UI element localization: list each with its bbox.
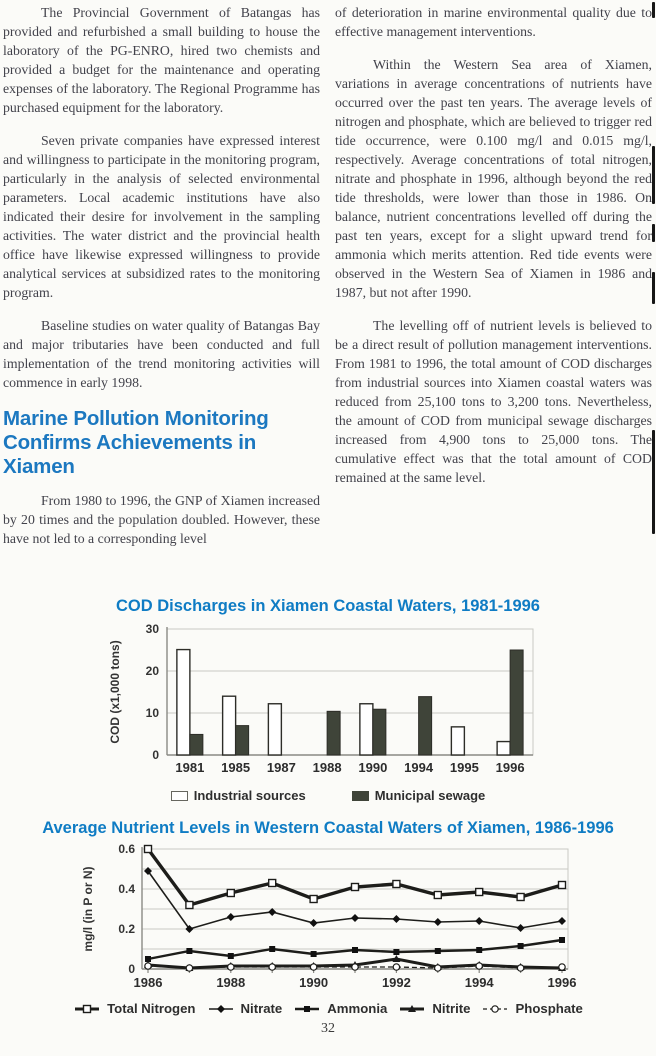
outline-swatch-icon xyxy=(171,791,188,801)
legend-label: Nitrate xyxy=(240,1001,283,1016)
svg-text:1994: 1994 xyxy=(404,760,434,775)
section-heading: Marine Pollution Monitoring Confirms Achievements in Xiamen xyxy=(3,407,269,479)
legend-item-filled xyxy=(352,788,486,803)
paragraph: Within the Western Sea area of Xiamen, variations in average concentrations of nutrients have occurred over the past ten years. The average levels of nitrogen and phosphate, which are believed to trigger red tide occurrence, were 0.100 mg/l and 0.015 mg/l, respectively. Average concentrations of total nitrogen, nitrate and phosphate in 1996, although beyond the red tide thresholds, were lower than those in 1986. On balance, nutrient concentrations levelled off during the past ten years, except for a slight upward trend for ammonia which merits attention. Red tide events were observed in the Western Sea of Xiamen in 1986 and 1987, but not after 1990. xyxy=(335,57,652,300)
open-square-icon xyxy=(73,1003,101,1015)
svg-text:1990: 1990 xyxy=(358,760,388,775)
text-columns xyxy=(3,3,652,562)
filled-diamond-icon xyxy=(207,1003,235,1015)
svg-text:0: 0 xyxy=(127,962,135,976)
right-column xyxy=(335,3,652,562)
nutrient-line-chart xyxy=(76,841,581,1001)
left-column xyxy=(3,3,320,562)
svg-text:0.2: 0.2 xyxy=(117,922,135,936)
paragraph: The Provincial Government of Batangas has provided and refurbished a small building to house the laboratory of the PG-ENRO, hired two chemists and provided a budget for the maintenance and operating expenses of the laboratory. The Regional Programme has purchased equipment for the laboratory. xyxy=(3,5,320,115)
legend-item-nitrite xyxy=(398,1001,470,1016)
legend-label: Phosphate xyxy=(515,1001,583,1016)
scan-artifact xyxy=(652,146,655,204)
bar-chart-title: COD Discharges in Xiamen Coastal Waters, 1981-1996 xyxy=(116,597,540,615)
bar-industrial-1981 xyxy=(177,650,190,755)
cod-bar-chart-block xyxy=(0,597,656,803)
scan-artifact xyxy=(652,224,655,242)
cod-bar-chart xyxy=(105,619,551,787)
bar-industrial-1985 xyxy=(223,696,236,755)
svg-text:20: 20 xyxy=(145,664,159,678)
legend-item-nitrate xyxy=(207,1001,283,1016)
bar-municipal-1994 xyxy=(419,697,432,755)
legend-item-phosphate xyxy=(481,1001,582,1016)
svg-text:1990: 1990 xyxy=(298,975,328,990)
bar-municipal-1996 xyxy=(510,650,523,755)
svg-text:1988: 1988 xyxy=(312,760,342,775)
svg-text:0: 0 xyxy=(152,748,159,762)
svg-text:10: 10 xyxy=(145,706,159,720)
paragraph: Baseline studies on water quality of Batangas Bay and major tributaries have been conducted and full implementation of the trend monitoring activities will commence in early 1998. xyxy=(3,318,320,390)
svg-text:1981: 1981 xyxy=(175,760,205,775)
bar-municipal-1990 xyxy=(373,709,386,755)
nutrient-line-chart-block xyxy=(0,819,656,1016)
bar-industrial-1987 xyxy=(268,704,281,755)
scan-artifact xyxy=(652,2,655,18)
scan-artifact xyxy=(652,272,655,304)
svg-text:0.4: 0.4 xyxy=(117,882,135,896)
line-chart-title: Average Nutrient Levels in Western Coastal Waters of Xiamen, 1986-1996 xyxy=(42,819,614,837)
line-chart-legend xyxy=(73,1001,583,1016)
series-phosphate xyxy=(144,963,564,971)
svg-text:1985: 1985 xyxy=(221,760,251,775)
legend-label: Total Nitrogen xyxy=(107,1001,196,1016)
paragraph: Seven private companies have expressed interest and willingness to participate in the monitoring program, particularly in the analysis of selected environmental parameters. Local academic institutions have also indicated their desire for involvement in the sampling activities. The water district and the provincial health office have likewise expressed willingness to provide analytical services at subsidized rates to the monitoring program. xyxy=(3,133,320,300)
svg-text:1992: 1992 xyxy=(381,975,411,990)
legend-label: Industrial sources xyxy=(193,788,306,803)
legend-item-total-nitrogen xyxy=(73,1001,195,1016)
filled-square-icon xyxy=(293,1003,321,1015)
svg-text:1994: 1994 xyxy=(464,975,494,990)
paragraph: of deterioration in marine environmental quality due to effective management interventions. xyxy=(335,5,652,39)
bar-municipal-1988 xyxy=(327,711,340,755)
svg-text:1988: 1988 xyxy=(215,975,245,990)
paragraph: The levelling off of nutrient levels is believed to be a direct result of pollution management interventions. From 1981 to 1996, the total amount of COD discharges from industrial sources into Xiamen coastal waters was reduced from 25,100 tons to 3,200 tons. Nevertheless, the amount of COD from municipal sewage discharges increased from 4,900 tons to 25,000 tons. The cumulative effect was that the total amount of COD remained at the same level. xyxy=(335,318,652,485)
paragraph: From 1980 to 1996, the GNP of Xiamen increased by 20 times and the population doubled. However, these have not led to a corresponding level xyxy=(3,492,320,546)
legend-item-outline xyxy=(171,788,306,803)
legend-item-ammonia xyxy=(293,1001,387,1016)
legend-label: Nitrite xyxy=(432,1001,471,1016)
svg-text:mg/l (in P or N): mg/l (in P or N) xyxy=(80,866,95,952)
svg-text:0.6: 0.6 xyxy=(117,842,135,856)
svg-text:1986: 1986 xyxy=(133,975,162,990)
svg-text:1996: 1996 xyxy=(547,975,576,990)
filled-swatch-icon xyxy=(352,791,369,801)
page-number: 32 xyxy=(321,1021,335,1036)
bar-industrial-1995 xyxy=(451,727,464,755)
svg-text:30: 30 xyxy=(145,622,159,636)
bar-chart-legend xyxy=(171,788,486,803)
bar-municipal-1981 xyxy=(190,734,203,755)
scan-artifact xyxy=(652,430,655,534)
legend-label: Municipal sewage xyxy=(374,788,486,803)
legend-label: Ammonia xyxy=(327,1001,388,1016)
filled-triangle-icon xyxy=(398,1003,426,1015)
svg-text:1995: 1995 xyxy=(449,760,479,775)
bar-industrial-1990 xyxy=(360,704,373,755)
bar-municipal-1985 xyxy=(236,726,249,755)
svg-text:COD (x1,000 tons): COD (x1,000 tons) xyxy=(108,640,122,744)
series-total-nitrogen xyxy=(144,846,565,909)
svg-text:1996: 1996 xyxy=(495,760,525,775)
open-circle-icon xyxy=(481,1003,509,1015)
svg-text:1987: 1987 xyxy=(266,760,296,775)
bar-industrial-1996 xyxy=(497,742,510,755)
